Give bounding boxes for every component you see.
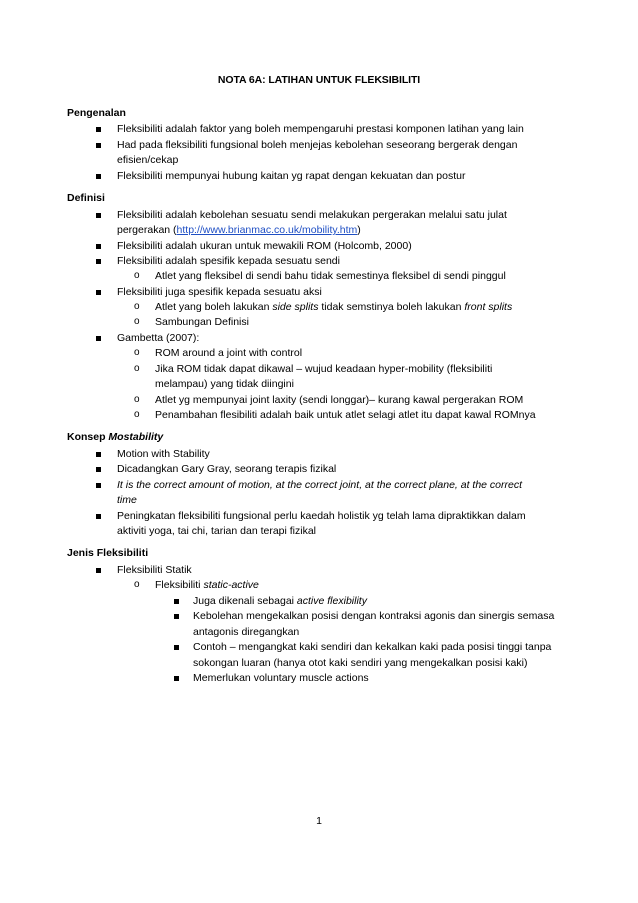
sub-sub-list-item — [193, 594, 367, 608]
list-item: It is the correct amount of motion, at the correct joint, at the correct plane, at the correct — [117, 479, 523, 491]
sub-list-item: Penambahan flesibiliti adalah baik untuk atlet selagi atlet itu dapat kawal ROMnya — [155, 409, 536, 421]
bullet-square-icon — [174, 640, 179, 654]
text-span: side splits — [272, 301, 319, 313]
text-span: tidak semstinya boleh lakukan — [318, 301, 465, 313]
bullet-square-icon — [96, 208, 101, 222]
bullet-square-icon — [96, 239, 101, 253]
sub-sub-list-item: Memerlukan voluntary muscle actions — [193, 672, 369, 684]
bullet-square-icon — [96, 138, 101, 152]
bullet-square-icon — [96, 462, 101, 476]
list-item: Fleksibiliti adalah ukuran untuk mewakili ROM (Holcomb, 2000) — [117, 240, 412, 252]
text-span: Mostability — [108, 431, 164, 443]
list-item-continuation: time — [117, 494, 137, 506]
list-item-continuation: efisien/cekap — [117, 154, 179, 166]
list-item: Dicadangkan Gary Gray, seorang terapis fizikal — [117, 463, 337, 475]
bullet-circle-icon: o — [134, 579, 140, 590]
bullet-square-icon — [96, 169, 101, 183]
list-item: Had pada fleksibiliti fungsional boleh menjejas kebolehan seseorang bergerak dengan — [117, 139, 518, 151]
bullet-square-icon — [96, 254, 101, 268]
bullet-square-icon — [96, 447, 101, 461]
mobility-link[interactable]: http://www.brianmac.co.uk/mobility.htm — [176, 224, 358, 236]
sub-list-item: Jika ROM tidak dapat dikawal – wujud keadaan hyper-mobility (fleksibiliti — [155, 363, 493, 375]
text-span: front splits — [464, 301, 513, 313]
list-item: Fleksibiliti mempunyai hubung kaitan yg rapat dengan kekuatan dan postur — [117, 170, 466, 182]
sub-list-item: Atlet yang fleksibel di sendi bahu tidak semestinya fleksibel di sendi pinggul — [155, 270, 506, 282]
bullet-square-icon — [174, 609, 179, 623]
sub-list-item: ROM around a joint with control — [155, 347, 303, 359]
bullet-square-icon — [174, 594, 179, 608]
bullet-square-icon — [96, 122, 101, 136]
list-item: Peningkatan fleksibiliti fungsional perlu kaedah holistik yg telah lama dipraktikkan dalam — [117, 510, 526, 522]
list-item: Fleksibiliti adalah kebolehan sesuatu sendi melakukan pergerakan melalui satu julat — [117, 209, 507, 221]
bullet-circle-icon: o — [134, 270, 140, 281]
list-item-continuation: aktiviti yoga, tai chi, tarian dan terapi fizikal — [117, 525, 317, 537]
text-span: ) — [357, 224, 361, 236]
bullet-square-icon — [96, 563, 101, 577]
section-heading-pengenalan: Pengenalan — [67, 107, 126, 119]
bullet-circle-icon: o — [134, 301, 140, 312]
list-item: Motion with Stability — [117, 448, 210, 460]
sub-list-item: Sambungan Definisi — [155, 316, 249, 328]
bullet-square-icon — [96, 509, 101, 523]
bullet-square-icon — [174, 671, 179, 685]
sub-sub-list-item-continuation: antagonis diregangkan — [193, 626, 300, 638]
bullet-circle-icon: o — [134, 409, 140, 420]
list-item: Fleksibiliti adalah spesifik kepada sesuatu sendi — [117, 255, 340, 267]
bullet-circle-icon: o — [134, 316, 140, 327]
sub-sub-list-item-continuation: sokongan luaran (hanya otot kaki sendiri yang mengekalkan posisi kaki) — [193, 657, 528, 669]
list-item: Fleksibiliti adalah faktor yang boleh mempengaruhi prestasi komponen latihan yang lain — [117, 123, 524, 135]
text-span: Atlet yang boleh lakukan — [155, 301, 273, 313]
bullet-square-icon — [96, 331, 101, 345]
text-span: pergerakan ( — [117, 224, 177, 236]
list-item-continuation — [117, 223, 361, 237]
text-span: active flexibility — [296, 595, 367, 607]
list-item: Fleksibiliti Statik — [117, 564, 192, 576]
text-span: Konsep — [67, 431, 109, 443]
text-span: Juga dikenali sebagai — [193, 595, 297, 607]
sub-sub-list-item: Contoh – mengangkat kaki sendiri dan kekalkan kaki pada posisi tinggi tanpa — [193, 641, 552, 653]
sub-list-item — [155, 300, 512, 314]
list-item: Fleksibiliti juga spesifik kepada sesuatu aksi — [117, 286, 322, 298]
bullet-square-icon — [96, 478, 101, 492]
section-heading-jenis: Jenis Fleksibiliti — [67, 547, 149, 559]
bullet-circle-icon: o — [134, 347, 140, 358]
sub-list-item — [155, 578, 259, 592]
bullet-square-icon — [96, 285, 101, 299]
sub-list-item-continuation: melampau) yang tidak diingini — [155, 378, 294, 390]
list-item: Gambetta (2007): — [117, 332, 200, 344]
text-span: static-active — [203, 579, 259, 591]
sub-sub-list-item: Kebolehan mengekalkan posisi dengan kontraksi agonis dan sinergis semasa — [193, 610, 555, 622]
bullet-circle-icon: o — [134, 363, 140, 374]
text-span: Fleksibiliti — [155, 579, 204, 591]
section-heading-definisi: Definisi — [67, 192, 105, 204]
bullet-circle-icon: o — [134, 394, 140, 405]
sub-list-item: Atlet yg mempunyai joint laxity (sendi longgar)– kurang kawal pergerakan ROM — [155, 394, 524, 406]
section-heading-konsep — [67, 431, 163, 443]
page-number: 1 — [316, 815, 322, 827]
document-title: NOTA 6A: LATIHAN UNTUK FLEKSIBILITI — [217, 74, 421, 86]
